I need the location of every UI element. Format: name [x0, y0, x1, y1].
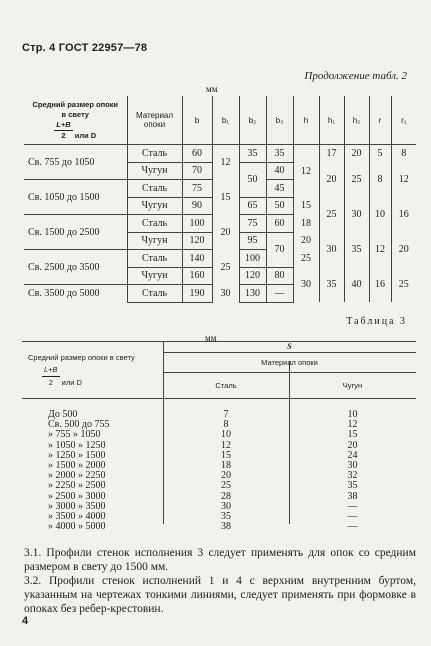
value-cell-b: 140	[182, 250, 212, 268]
table3-iron-cell: 20	[347, 439, 358, 451]
value-cell-b3: 35	[266, 145, 293, 163]
table3-rule-s	[163, 352, 416, 353]
table3-size-cell: » 3500 » 4000	[48, 511, 106, 522]
value-cell-b2: 35	[239, 145, 266, 163]
col-b2: b₂	[239, 96, 266, 145]
value-cell-b3: 40	[266, 162, 293, 180]
value-cell-r: 16	[369, 267, 391, 302]
material-cell: Чугун	[127, 232, 182, 250]
material-cell: Сталь	[127, 285, 182, 303]
page-number: 4	[22, 615, 29, 627]
value-cell-r1: 16	[391, 197, 416, 232]
size-cell: Св. 755 до 1050	[24, 145, 127, 180]
table3-iron-cell: —	[347, 500, 358, 512]
value-cell-b2: 95	[239, 232, 266, 250]
table3-size-cell: Св. 500 до 755	[48, 419, 110, 431]
table3-steel-cell: 18	[221, 460, 231, 471]
paragraph-3-1: 3.1. Профили стенок исполнения 3 следует применять для опок со средним размером в свету до 1500 мм.	[24, 547, 416, 573]
page-header: Стр. 4 ГОСТ 22957—78	[22, 42, 148, 54]
table3-iron-cell: 10	[347, 409, 358, 420]
value-cell-b2: 120	[239, 267, 266, 285]
value-cell-b: 75	[182, 180, 212, 198]
size-cell: Св. 1050 до 1500	[24, 180, 127, 215]
col-h2: h₂	[344, 96, 369, 145]
table2-header-row	[24, 96, 416, 145]
col-b3: b₃	[266, 96, 293, 145]
value-cell-b1: 15	[212, 180, 239, 215]
table3-iron-cell: —	[347, 511, 358, 522]
col-r1: r₁	[391, 96, 416, 145]
value-cell-h: 18	[293, 215, 319, 233]
table3-size-cell: » 3000 » 3500	[48, 500, 106, 512]
table3-head-steel: Сталь	[215, 381, 237, 390]
table3-iron-cell: —	[347, 521, 358, 533]
table3-steel-cell: 30	[221, 500, 231, 512]
table3-iron-cell: 35	[347, 480, 358, 492]
table3-unit: мм	[205, 333, 217, 343]
value-cell-h: 12	[293, 145, 319, 198]
value-cell-h1: 30	[319, 232, 344, 267]
value-cell-r1: 12	[391, 162, 416, 197]
value-cell-b: 160	[182, 267, 212, 285]
table3-steel-cell: 20	[221, 470, 231, 482]
col-h: h	[293, 96, 319, 145]
table3-head-size: Средний размер опоки в свету $\frac{L+B}{2}$ или D	[28, 353, 135, 388]
table2-header-material: Материал опоки	[127, 96, 182, 145]
value-cell-h2: 30	[344, 197, 369, 232]
table-2	[24, 96, 416, 303]
value-cell-h1: 17	[319, 145, 344, 163]
value-cell-h2: 20	[344, 145, 369, 163]
value-cell-r1: 8	[391, 145, 416, 163]
value-cell-b3: 45	[266, 180, 293, 198]
table3-header-rule	[22, 398, 416, 399]
value-cell-b3: 80	[266, 267, 293, 285]
table3-title: Таблица 3	[346, 316, 407, 327]
table3-steel-cell: 12	[221, 439, 231, 451]
value-cell-b3: 60	[266, 215, 293, 233]
value-cell-b: 70	[182, 162, 212, 180]
value-cell-b1: 25	[212, 250, 239, 285]
table3-size-cell: » 1250 » 1500	[48, 449, 106, 461]
col-h1: h₁	[319, 96, 344, 145]
table3-steel-cell: 15	[221, 449, 231, 461]
table2-header-size: Средний размер опоки в свету $\frac{L+B}{2}$ или D	[24, 96, 127, 145]
value-cell-h2: 25	[344, 162, 369, 197]
material-cell: Чугун	[127, 162, 182, 180]
value-cell-r: 8	[369, 162, 391, 197]
value-cell-h2: 40	[344, 267, 369, 302]
value-cell-r: 10	[369, 197, 391, 232]
table-continuation-label: Продолжение табл. 2	[304, 70, 407, 82]
table3-steel-cell: 7	[223, 409, 229, 420]
table-row	[24, 145, 416, 163]
value-cell-b3: 50	[266, 197, 293, 215]
value-cell-h: 20	[293, 232, 319, 250]
value-cell-h1: 20	[319, 162, 344, 197]
value-cell-b3: —	[266, 285, 293, 303]
table3-size-cell: » 1050 » 1250	[48, 439, 106, 451]
value-cell-h1: 25	[319, 197, 344, 232]
table3-rule-mat	[163, 372, 416, 373]
value-cell-r1: 20	[391, 232, 416, 267]
table3-size-cell: » 755 » 1050	[48, 429, 101, 441]
material-cell: Сталь	[127, 250, 182, 268]
value-cell-b: 120	[182, 232, 212, 250]
value-cell-b: 190	[182, 285, 212, 303]
material-cell: Сталь	[127, 215, 182, 233]
table3-iron-cell: 32	[347, 470, 358, 482]
value-cell-h: 30	[293, 267, 319, 302]
table3-steel-cell: 25	[221, 480, 231, 492]
col-r: r	[369, 96, 391, 145]
material-cell: Сталь	[127, 180, 182, 198]
value-cell-b1: 12	[212, 145, 239, 180]
table3-size-cell: » 2500 » 3000	[48, 490, 106, 502]
col-b1: b₁	[212, 96, 239, 145]
table3-steel-cell: 8	[223, 419, 229, 431]
size-cell: Св. 3500 до 5000	[28, 288, 100, 299]
value-cell-b: 60	[182, 145, 212, 163]
material-cell: Чугун	[127, 197, 182, 215]
table3-steel-cell: 38	[221, 521, 231, 533]
table3-steel-cell: 35	[221, 511, 231, 522]
value-cell-h: 15	[293, 197, 319, 215]
value-cell-r1: 25	[391, 267, 416, 302]
value-cell-b2: 130	[239, 285, 266, 303]
table3-size-cell: До 500	[48, 409, 78, 420]
value-cell-b2: 100	[239, 250, 266, 268]
value-cell-b2: 75	[239, 215, 266, 233]
table3-steel-cell: 10	[221, 429, 231, 441]
value-cell-h2: 35	[344, 232, 369, 267]
table3-size-cell: » 4000 » 5000	[48, 521, 106, 533]
table3-steel-cell: 28	[221, 490, 231, 502]
value-cell-b1: 30	[212, 285, 239, 303]
paragraph-3-2: 3.2. Профили стенок исполнений 1 и 4 с верхним внутренним буртом, указанным на чертежах тонкими линиями, следует применять при формовке в опоках без ребер-крестовин.	[24, 575, 416, 615]
value-cell-b1: 20	[212, 215, 239, 250]
table3-size-cell: » 1500 » 2000	[48, 460, 106, 471]
value-cell-b: 90	[182, 197, 212, 215]
table2-unit: мм	[206, 84, 218, 94]
table3-head-s: S	[287, 342, 292, 351]
fraction: $\frac{L+B}{2}$	[56, 119, 71, 140]
col-b: b	[182, 96, 212, 145]
value-cell-b: 100	[182, 215, 212, 233]
fraction: $\frac{L+B}{2}$	[44, 365, 58, 387]
value-cell-r: 12	[369, 232, 391, 267]
table3-head-iron: Чугун	[342, 381, 363, 390]
table3-iron-cell: 30	[347, 460, 358, 471]
table3-size-cell: » 2250 » 2500	[48, 480, 106, 492]
table3-iron-cell: 38	[347, 490, 358, 502]
table3-iron-cell: 12	[347, 419, 358, 431]
value-cell-b3: 70	[266, 232, 293, 267]
table3-iron-cell: 15	[347, 429, 358, 441]
value-cell-b2: 65	[239, 197, 266, 215]
value-cell-r: 5	[369, 145, 391, 163]
value-cell-h: 25	[293, 250, 319, 268]
size-cell: Св. 1500 до 2500	[24, 215, 127, 250]
table3-iron-cell: 24	[347, 449, 358, 461]
value-cell-b2: 50	[239, 162, 266, 197]
size-cell: Св. 2500 до 3500	[24, 250, 127, 285]
table3-size-cell: » 2000 » 2250	[48, 470, 106, 482]
material-cell: Чугун	[127, 267, 182, 285]
material-cell: Сталь	[127, 145, 182, 163]
table3-head-material: Материал опоки	[261, 358, 318, 367]
value-cell-h1: 35	[319, 267, 344, 302]
